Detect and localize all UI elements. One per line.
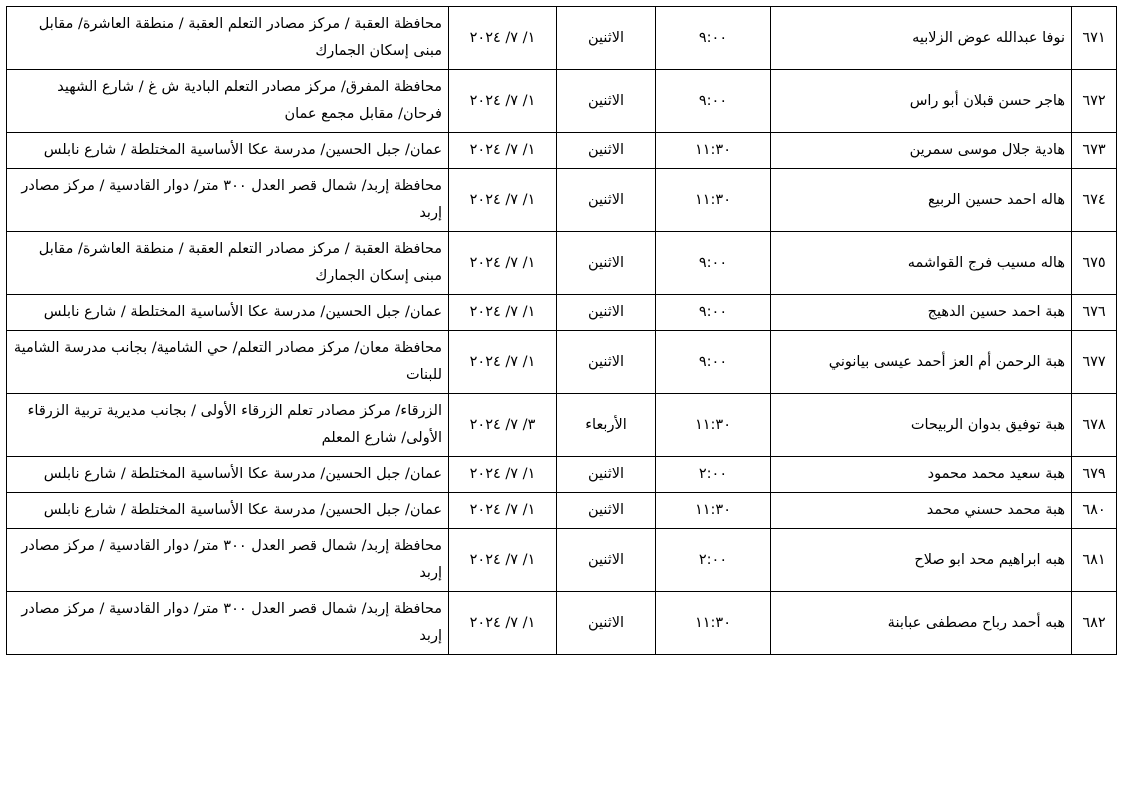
exam-schedule-table <box>6 6 1117 655</box>
exam-location: محافظة العقبة / مركز مصادر التعلم العقبة / منطقة العاشرة/ مقابل مبنى إسكان الجمارك <box>7 7 449 70</box>
exam-day: الاثنين <box>557 493 656 529</box>
exam-time: ٩:٠٠ <box>656 7 771 70</box>
exam-day: الاثنين <box>557 295 656 331</box>
exam-time: ١١:٣٠ <box>656 133 771 169</box>
candidate-name: هبة الرحمن أم العز أحمد عيسى بيانوني <box>771 331 1072 394</box>
exam-date: ١/ ٧/ ٢٠٢٤ <box>449 169 557 232</box>
exam-location: الزرقاء/ مركز مصادر تعلم الزرقاء الأولى / بجانب مديرية تربية الزرقاء الأولى/ شارع المعلم <box>7 394 449 457</box>
row-number: ٦٧٦ <box>1072 295 1117 331</box>
row-number: ٦٧٤ <box>1072 169 1117 232</box>
exam-location: محافظة معان/ مركز مصادر التعلم/ حي الشامية/ بجانب مدرسة الشامية للبنات <box>7 331 449 394</box>
table-row <box>7 592 1117 655</box>
row-number: ٦٨٢ <box>1072 592 1117 655</box>
exam-location: عمان/ جبل الحسين/ مدرسة عكا الأساسية المختلطة / شارع نابلس <box>7 457 449 493</box>
exam-location: محافظة إربد/ شمال قصر العدل ٣٠٠ متر/ دوار القادسية / مركز مصادر إربد <box>7 169 449 232</box>
exam-time: ٩:٠٠ <box>656 232 771 295</box>
exam-day: الاثنين <box>557 7 656 70</box>
exam-time: ١١:٣٠ <box>656 592 771 655</box>
table-body <box>7 7 1117 655</box>
candidate-name: هبة سعيد محمد محمود <box>771 457 1072 493</box>
exam-time: ١١:٣٠ <box>656 169 771 232</box>
exam-time: ٩:٠٠ <box>656 70 771 133</box>
candidate-name: هادية جلال موسى سمرين <box>771 133 1072 169</box>
exam-time: ١١:٣٠ <box>656 394 771 457</box>
exam-location: عمان/ جبل الحسين/ مدرسة عكا الأساسية المختلطة / شارع نابلس <box>7 295 449 331</box>
exam-day: الاثنين <box>557 232 656 295</box>
exam-date: ١/ ٧/ ٢٠٢٤ <box>449 133 557 169</box>
exam-time: ٢:٠٠ <box>656 529 771 592</box>
table-row <box>7 457 1117 493</box>
table-row <box>7 169 1117 232</box>
exam-date: ١/ ٧/ ٢٠٢٤ <box>449 70 557 133</box>
row-number: ٦٨٠ <box>1072 493 1117 529</box>
table-row <box>7 7 1117 70</box>
exam-day: الاثنين <box>557 133 656 169</box>
row-number: ٦٧٣ <box>1072 133 1117 169</box>
table-row <box>7 70 1117 133</box>
exam-date: ١/ ٧/ ٢٠٢٤ <box>449 457 557 493</box>
table-row <box>7 493 1117 529</box>
exam-date: ١/ ٧/ ٢٠٢٤ <box>449 331 557 394</box>
row-number: ٦٧٢ <box>1072 70 1117 133</box>
candidate-name: هبة محمد حسني محمد <box>771 493 1072 529</box>
exam-date: ١/ ٧/ ٢٠٢٤ <box>449 592 557 655</box>
row-number: ٦٨١ <box>1072 529 1117 592</box>
exam-location: عمان/ جبل الحسين/ مدرسة عكا الأساسية المختلطة / شارع نابلس <box>7 133 449 169</box>
exam-location: محافظة العقبة / مركز مصادر التعلم العقبة / منطقة العاشرة/ مقابل مبنى إسكان الجمارك <box>7 232 449 295</box>
candidate-name: هاله احمد حسين الربيع <box>771 169 1072 232</box>
exam-date: ١/ ٧/ ٢٠٢٤ <box>449 493 557 529</box>
candidate-name: هبه ابراهيم محد ابو صلاح <box>771 529 1072 592</box>
row-number: ٦٧٨ <box>1072 394 1117 457</box>
candidate-name: هبة توفيق بدوان الربيحات <box>771 394 1072 457</box>
table-row <box>7 295 1117 331</box>
table-row <box>7 133 1117 169</box>
exam-date: ٣/ ٧/ ٢٠٢٤ <box>449 394 557 457</box>
exam-location: عمان/ جبل الحسين/ مدرسة عكا الأساسية المختلطة / شارع نابلس <box>7 493 449 529</box>
exam-day: الأربعاء <box>557 394 656 457</box>
exam-day: الاثنين <box>557 592 656 655</box>
candidate-name: نوفا عبدالله عوض الزلابيه <box>771 7 1072 70</box>
exam-location: محافظة إربد/ شمال قصر العدل ٣٠٠ متر/ دوار القادسية / مركز مصادر إربد <box>7 592 449 655</box>
exam-date: ١/ ٧/ ٢٠٢٤ <box>449 232 557 295</box>
exam-day: الاثنين <box>557 529 656 592</box>
exam-time: ٩:٠٠ <box>656 295 771 331</box>
candidate-name: هبه أحمد رباح مصطفى عبابنة <box>771 592 1072 655</box>
table-row <box>7 529 1117 592</box>
exam-day: الاثنين <box>557 70 656 133</box>
exam-date: ١/ ٧/ ٢٠٢٤ <box>449 529 557 592</box>
candidate-name: هاجر حسن قبلان أبو راس <box>771 70 1072 133</box>
exam-location: محافظة المفرق/ مركز مصادر التعلم البادية ش غ / شارع الشهيد فرحان/ مقابل مجمع عمان <box>7 70 449 133</box>
exam-time: ٢:٠٠ <box>656 457 771 493</box>
candidate-name: هبة احمد حسين الدهيج <box>771 295 1072 331</box>
exam-day: الاثنين <box>557 457 656 493</box>
exam-time: ٩:٠٠ <box>656 331 771 394</box>
exam-day: الاثنين <box>557 331 656 394</box>
row-number: ٦٧٥ <box>1072 232 1117 295</box>
candidate-name: هاله مسيب فرج القواشمه <box>771 232 1072 295</box>
row-number: ٦٧٩ <box>1072 457 1117 493</box>
exam-day: الاثنين <box>557 169 656 232</box>
exam-date: ١/ ٧/ ٢٠٢٤ <box>449 7 557 70</box>
row-number: ٦٧٧ <box>1072 331 1117 394</box>
exam-time: ١١:٣٠ <box>656 493 771 529</box>
table-row <box>7 331 1117 394</box>
row-number: ٦٧١ <box>1072 7 1117 70</box>
table-row <box>7 394 1117 457</box>
exam-location: محافظة إربد/ شمال قصر العدل ٣٠٠ متر/ دوار القادسية / مركز مصادر إربد <box>7 529 449 592</box>
exam-date: ١/ ٧/ ٢٠٢٤ <box>449 295 557 331</box>
table-row <box>7 232 1117 295</box>
